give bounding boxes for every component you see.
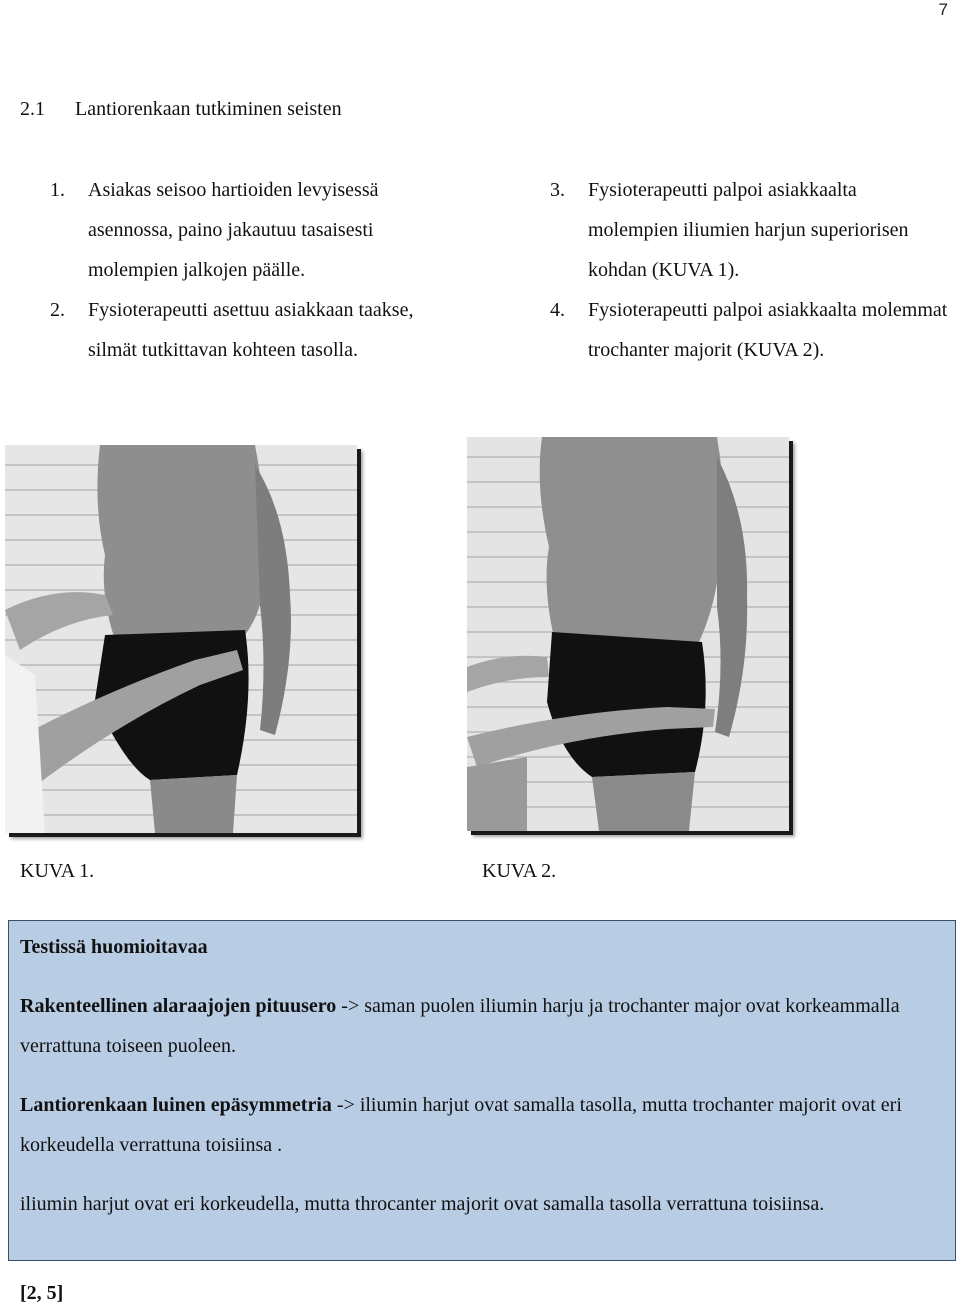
- steps-right-column: [550, 170, 950, 370]
- figure-caption-1: KUVA 1.: [20, 860, 95, 882]
- steps-left-column: [50, 170, 450, 370]
- page-number: 7: [938, 0, 948, 19]
- step-text: Fysioterapeutti palpoi asiakkaalta molemmat trochanter majorit (KUVA 2).: [588, 299, 948, 361]
- section-heading: [20, 98, 342, 121]
- note-paragraph-2: [20, 1085, 944, 1165]
- step-item: [50, 170, 450, 290]
- note-text-1: -> saman puolen iliumin harju ja trochanter major ovat korkeammalla verrattuna toiseen puoleen.: [20, 995, 900, 1057]
- step-text: Asiakas seisoo hartioiden levyisessä asennossa, paino jakautuu tasaisesti molempien jalkojen päälle.: [88, 179, 379, 281]
- figure-caption-2: KUVA 2.: [482, 860, 557, 882]
- step-text: Fysioterapeutti asettuu asiakkaan taakse, silmät tutkittavan kohteen tasolla.: [88, 299, 414, 361]
- note-term-1: Rakenteellinen alaraajojen pituusero: [20, 995, 337, 1017]
- step-number: 2.: [50, 299, 65, 321]
- figure-photo-2: [467, 437, 789, 831]
- note-term-2: Lantiorenkaan luinen epäsymmetria: [20, 1094, 332, 1116]
- note-text-2: -> iliumin harjut ovat samalla tasolla, mutta trochanter majorit ovat eri korkeudella verrattuna toisiinsa .: [20, 1094, 902, 1156]
- section-title: Lantiorenkaan tutkiminen seisten: [75, 98, 342, 120]
- step-item: [550, 170, 950, 290]
- note-paragraph-1: [20, 986, 944, 1066]
- step-number: 4.: [550, 299, 565, 321]
- step-text: Fysioterapeutti palpoi asiakkaalta molempien iliumien harjun superiorisen kohdan (KUVA 1).: [588, 179, 909, 281]
- note-paragraph-3: iliumin harjut ovat eri korkeudella, mutta throcanter majorit ovat samalla tasolla verrattuna toisiinsa.: [20, 1193, 825, 1215]
- figure-photo-1: [5, 445, 357, 833]
- step-item: [550, 290, 950, 370]
- step-item: [50, 290, 450, 370]
- section-number: 2.1: [20, 98, 45, 120]
- reference: [2, 5]: [20, 1282, 64, 1304]
- step-number: 3.: [550, 179, 565, 201]
- step-number: 1.: [50, 179, 65, 201]
- note-box: [8, 920, 956, 1261]
- note-title: Testissä huomioitavaa: [20, 936, 208, 958]
